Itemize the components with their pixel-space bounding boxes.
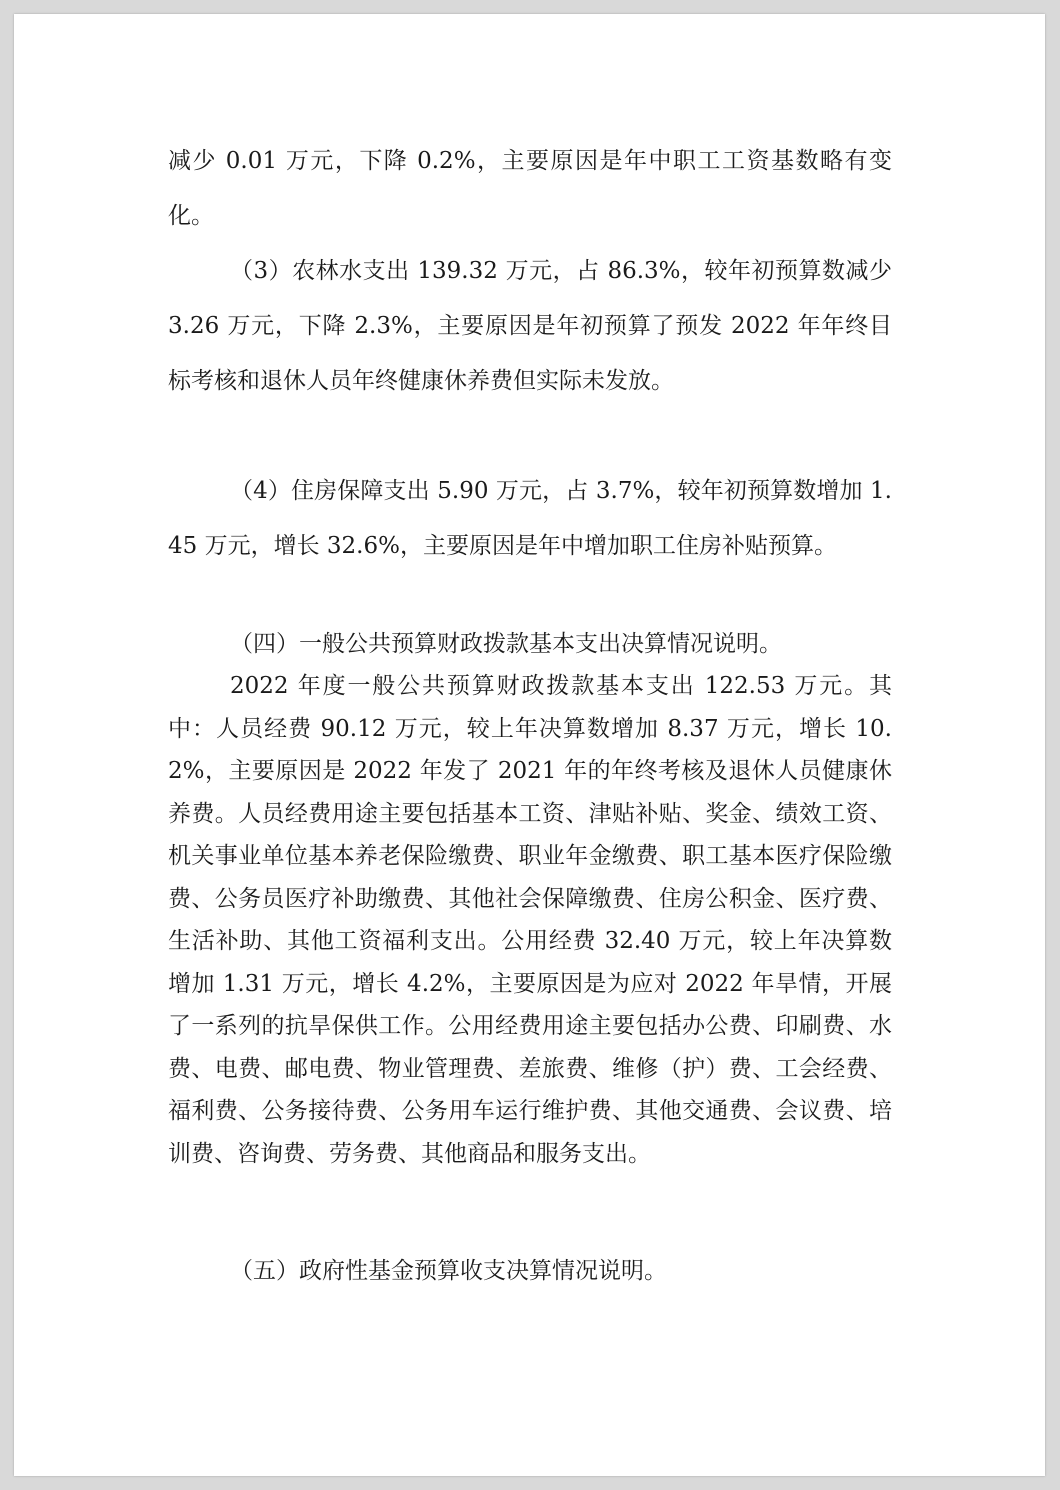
section-heading-basic-expenditure: （四）一般公共预算财政拨款基本支出决算情况说明。 xyxy=(230,631,782,657)
paragraph-continuation: 减少 0.01 万元，下降 0.2%，主要原因是年中职工工资基数略有变化。 xyxy=(168,148,892,229)
section-heading-government-fund: （五）政府性基金预算收支决算情况说明。 xyxy=(230,1258,667,1284)
paragraph-housing-expenditure: （4）住房保障支出 5.90 万元，占 3.7%，较年初预算数增加 1.45 万元，增长 32.6%，主要原因是年中增加职工住房补贴预算。 xyxy=(168,478,892,559)
paragraph-basic-expenditure: 2022 年度一般公共预算财政拨款基本支出 122.53 万元。其中：人员经费 90.12 万元，较上年决算数增加 8.37 万元，增长 10.2%，主要原因是 2022 年发了 2021 年的年终考核及退休人员健康休养费。人员经费用途主要包括基本工资、津贴补贴、奖金、绩效工资、机关事业单位基本养老保险缴费、职业年金缴费、职工基本医疗保险缴费、公务员医疗补助缴费、其他社会保障缴费、住房公积金、医疗费、生活补助、其他工资福利支出。公用经费 32.40 万元，较上年决算数增加 1.31 万元，增长 4.2%，主要原因是为应对 2022 年旱情，开展了一系列的抗旱保供工作。公用经费用途主要包括办公费、印刷费、水费、电费、邮电费、物业管理费、差旅费、维修（护）费、工会经费、福利费、公务接待费、公务用车运行维护费、其他交通费、会议费、培训费、咨询费、劳务费、其他商品和服务支出。 xyxy=(168,673,892,1167)
paragraph-agriculture-expenditure: （3）农林水支出 139.32 万元，占 86.3%，较年初预算数减少 3.26 万元，下降 2.3%，主要原因是年初预算了预发 2022 年年终目标考核和退休人员年终健康休养费但实际未发放。 xyxy=(168,258,892,394)
